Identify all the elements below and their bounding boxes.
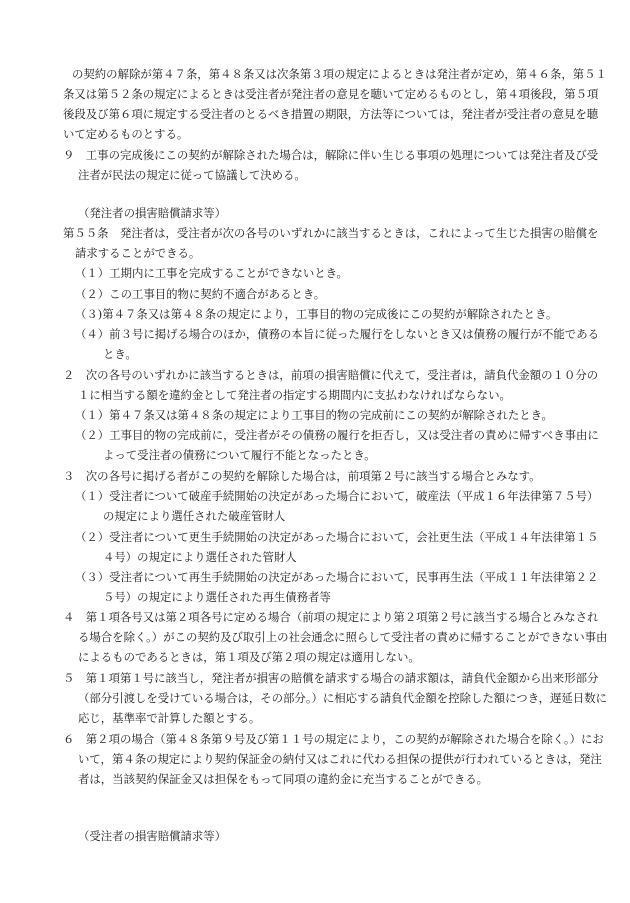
- paragraph-4: ４ 第１項各号又は第２項各号に定める場合（前項の規定により第２項第２号に該当する場合とみなされる場合を除く。）がこの契約及び取引上の社会通念に照らして受注者の責めに帰することができない事由によるものであるときは，第１項及び第２項の規定は適用しない。: [63, 610, 608, 664]
- paragraph-3-item-2: （２）受注者について更生手続開始の決定があった場合において，会社更生法（平成１４年法律第１５４号）の規定により選任された管財人: [75, 530, 599, 564]
- paragraph-2: ２ 次の各号のいずれかに該当するときは，前項の損害賠償に代えて，受注者は，請負代金額の１０分の１に相当する額を違約金として発注者の指定する期間内に支払わなければならない。: [63, 368, 599, 402]
- article-55-item-4: （４）前３号に掲げる場合のほか，債務の本旨に従った履行をしないとき又は債務の履行が不能であるとき。: [75, 327, 599, 361]
- article-55-item-1: （１）工期内に工事を完成することができないとき。: [75, 266, 348, 280]
- section-heading-55: （発注者の損害賠償請求等）: [78, 206, 227, 220]
- paragraph-3-item-1: （１）受注者について破産手続開始の決定があった場合において，破産法（平成１６年法律第７５号）の規定により選任された破産管財人: [75, 489, 599, 523]
- paragraph-3: ３ 次の各号に掲げる者がこの契約を解除した場合は，前項第２号に該当する場合とみなす。: [63, 469, 541, 483]
- section-heading-56: （受注者の損害賠償請求等）: [78, 829, 227, 843]
- article-55-item-2: （２）この工事目的物に契約不適合があるとき。: [75, 287, 326, 301]
- paragraph-3-item-3: （３）受注者について再生手続開始の決定があった場合において，民事再生法（平成１１年法律第２２５号）の規定により選任された再生債務者等: [75, 570, 599, 604]
- paragraph-5: ５ 第１項第１号に該当し，発注者が損害の賠償を請求する場合の請求額は，請負代金額から出来形部分（部分引渡しを受けている場合は，その部分。）に相応する請負代金額を控除した額につき，遅延日数に応じ，基準率で計算した額とする。: [63, 671, 607, 725]
- paragraph-2-item-2: （２）工事目的物の完成前に，受注者がその債務の履行を拒否し，又は受注者の責めに帰すべき事由によって受注者の債務について履行不能となったとき。: [75, 428, 599, 462]
- article-55: 第５５条 発注者は，受注者が次の各号のいずれかに該当するときは，これによって生じた損害の賠償を請求することができる。: [63, 226, 599, 260]
- paragraph-8-continuation: の契約の解除が第４７条，第４８条又は次条第３項の規定によるときは発注者が定め，第４６条，第５１条又は第５２条の規定によるときは受注者が発注者の意見を聴いて定めるものとし，第４項後段，第５項後段及び第６項に規定する受注者のとるべき措置の期限，方法等については，発注者が受注者の意見を聴いて定めるものとする。: [63, 67, 607, 141]
- paragraph-6: ６ 第２項の場合（第４８条第９号及び第１１号の規定により，この契約が解除された場合を除く。）において，第４条の規定により契約保証金の納付又はこれに代わる担保の提供が行われているときは，発注者は，当該契約保証金又は担保をもって同項の違約金に充当することができる。: [63, 732, 604, 786]
- paragraph-9: ９ 工事の完成後にこの契約が解除された場合は，解除に伴い生じる事項の処理については発注者及び受注者が民法の規定に従って協議して決める。: [63, 148, 599, 182]
- article-55-item-3: （３)第４７条又は第４８条の規定により，工事目的物の完成後にこの契約が解除されたとき。: [75, 307, 558, 321]
- paragraph-2-item-1: （１）第４７条又は第４８条の規定により工事目的物の完成前にこの契約が解除されたとき。: [75, 408, 553, 422]
